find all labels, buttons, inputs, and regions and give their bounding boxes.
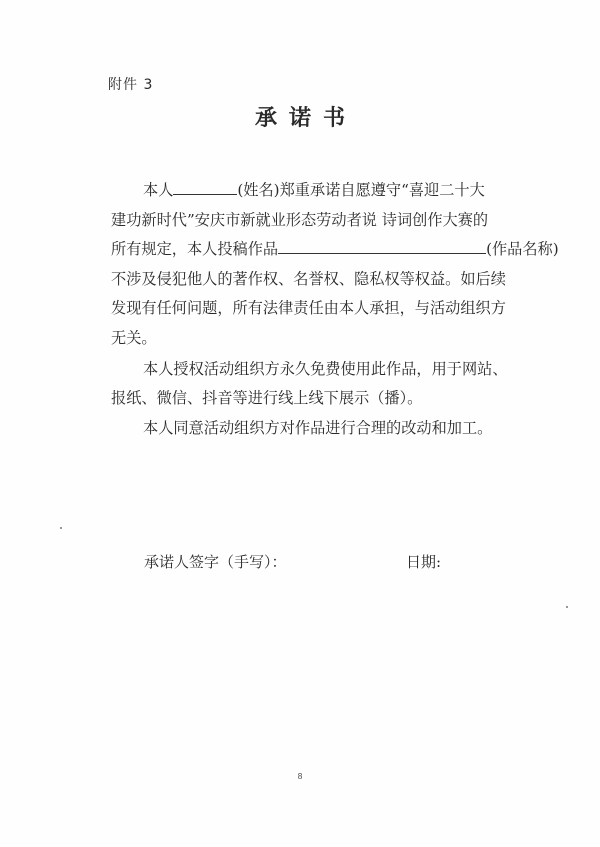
paragraph1-line3 (111, 235, 559, 265)
paragraph2-line1: 本人授权活动组织方永久免费使用此作品，用于网站、 (143, 359, 508, 378)
paragraph1-line5: 发现有任何问题，所有法律责任由本人承担，与活动组织方 (111, 299, 506, 318)
commitment-body (111, 176, 559, 443)
paragraph1-line3-suffix: (作品名称) (486, 240, 559, 259)
paragraph1-line2: 建功新时代”安庆市新就业形态劳动者说 诗词创作大赛的 (111, 210, 489, 229)
paragraph1-line3-prefix: 所有规定，本人投稿作品 (111, 240, 279, 259)
page-number: 8 (297, 772, 303, 781)
signature-label: 承诺人签字（手写）： (144, 553, 287, 571)
work-title-blank (278, 238, 486, 254)
paragraph1-suffix: (姓名)郑重承诺自愿遵守“喜迎二十大 (237, 181, 485, 199)
paragraph1-line4: 不涉及侵犯他人的著作权、名誉权、隐私权等权益。如后续 (111, 269, 506, 288)
paragraph1-prefix: 本人 (143, 181, 174, 199)
attachment-label: 附件 3 (108, 77, 154, 93)
paragraph1-line1 (111, 176, 551, 206)
paragraph1-line6: 无关。 (111, 328, 157, 347)
paragraph3-line1: 本人同意活动组织方对作品进行合理的改动和加工。 (143, 418, 493, 437)
scan-speck (566, 606, 568, 608)
date-label: 日期: (406, 553, 442, 571)
name-blank (173, 179, 237, 195)
scan-speck (60, 527, 62, 529)
paragraph2-line2: 报纸、微信、抖音等进行线上线下展示（播）。 (111, 389, 423, 408)
document-title: 承诺书 (254, 105, 357, 131)
